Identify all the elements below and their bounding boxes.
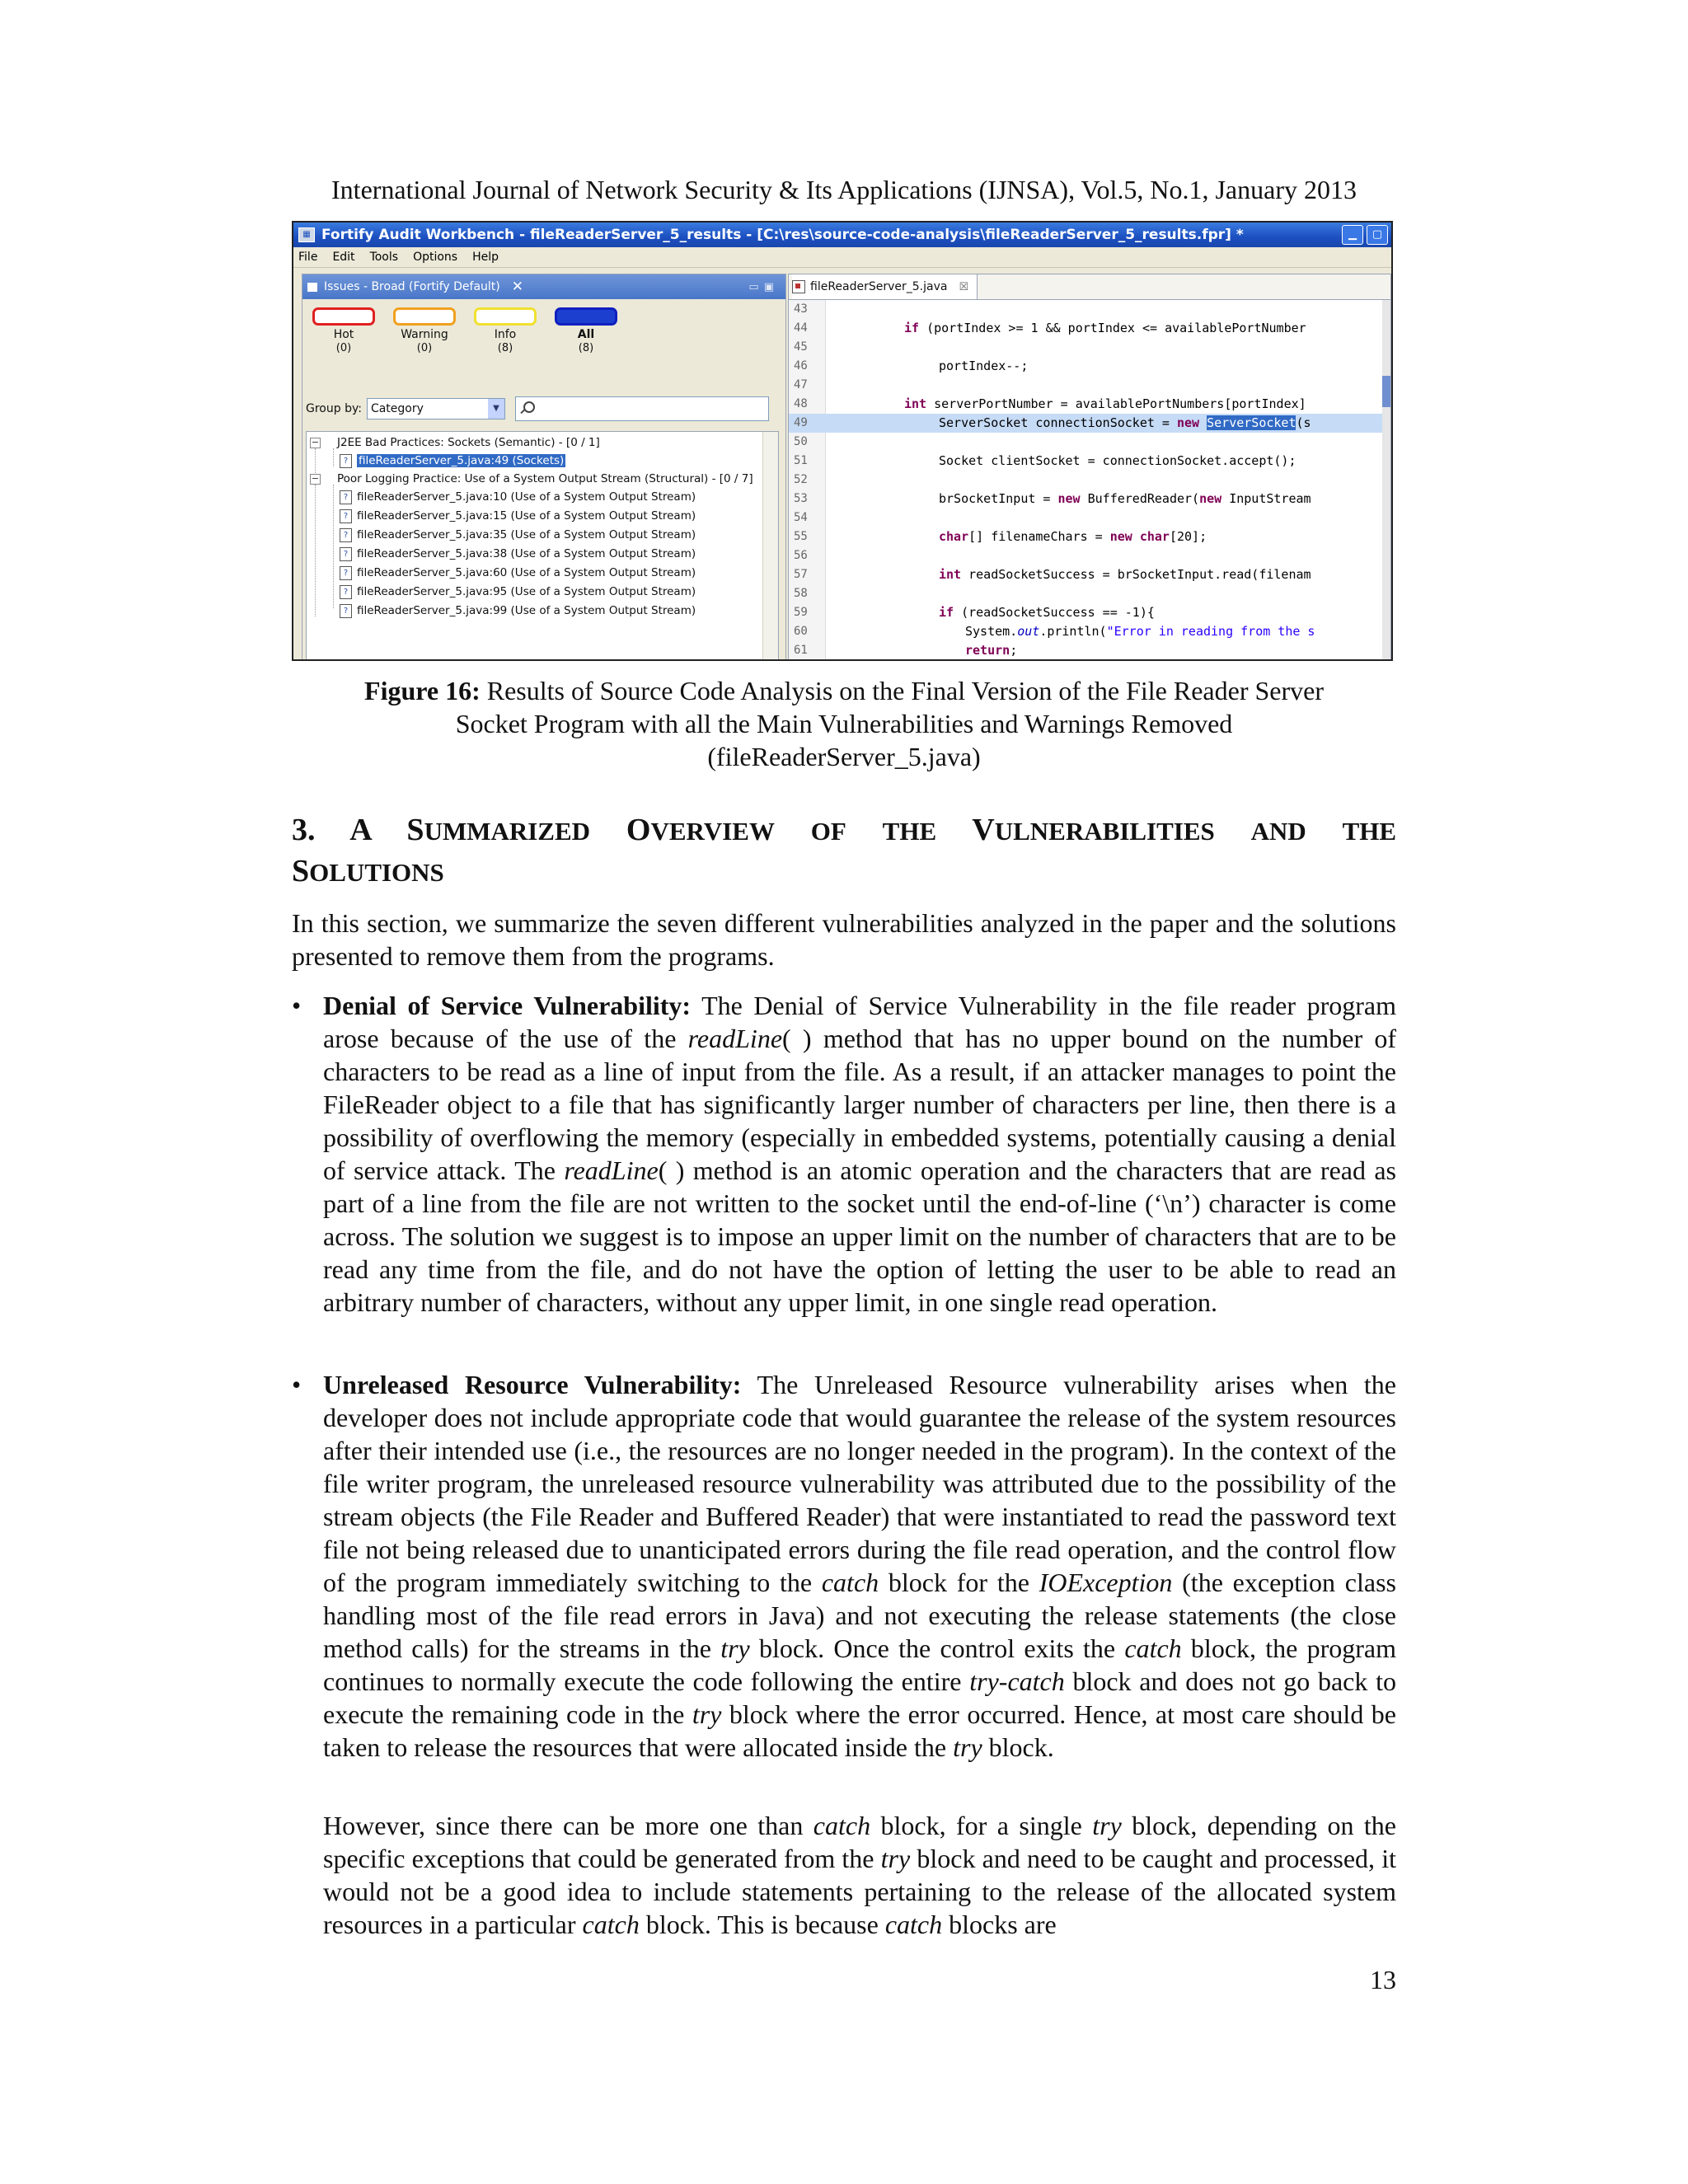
bullet-denial-of-service: • Denial of Service Vulnerability: The Denial of Service Vulnerability in the file reader program arose because of the use of the readLine( ) method that has no upper bound on the number of characters to be read as a line of input from the file. As a result, if an attacker manages to point the FileReader object to a file that has significantly larger number of characters per line, then there is a possibility of overflowing the memory (especially in embedded systems, potentially causing a denial of service attack. The readLine( ) method is an atomic operation and the characters that are read as part of a line from the file are not written to the socket until the end-of-line (‘\n’) character is come across. The solution we suggest is to impose an upper limit on the number of characters that are to be read any time from the file, and do not have the option of letting the user to be able to read an arbitrary number of characters, without any upper limit, in one single read operation.	[292, 991, 1397, 1317]
line-number: 51	[794, 454, 808, 467]
window-title: Fortify Audit Workbench - fileReaderServer_5_results - [C:\res\source-code-analysis\fileReaderServer_5_results.fpr] *	[321, 227, 1244, 243]
file-issue-icon: ?	[340, 604, 352, 618]
line-number: 47	[794, 378, 808, 391]
line-number: 60	[794, 625, 808, 638]
close-icon[interactable]: ✕	[511, 279, 523, 295]
tree-item[interactable]: ? fileReaderServer_5.java:38 (Use of a System Output Stream)	[340, 545, 696, 563]
figure-caption: Figure 16: Results of Source Code Analysis on the Final Version of the File Reader Server Socket Program with all the Main Vulnerabilities and Warnings Removed (fileReaderServer_5.java)	[364, 676, 1324, 771]
tree-category-sockets[interactable]: − J2EE Bad Practices: Sockets (Semantic) - [0 / 1]	[311, 436, 600, 449]
menu-bar	[293, 247, 1391, 268]
issues-tab-label: Issues - Broad (Fortify Default)	[324, 280, 500, 293]
filter-info[interactable]: Info (8)	[474, 307, 537, 354]
tree-category-logging[interactable]: − Poor Logging Practice: Use of a System Output Stream (Structural) - [0 / 7]	[311, 472, 753, 485]
line-number: 44	[794, 321, 808, 335]
figure-label: Figure 16:	[364, 676, 481, 705]
page-number: 13	[1370, 1965, 1396, 1994]
line-number: 61	[794, 644, 808, 657]
tree-item[interactable]: ? fileReaderServer_5.java:60 (Use of a System Output Stream)	[340, 564, 696, 582]
tree-item[interactable]: ? fileReaderServer_5.java:35 (Use of a System Output Stream)	[340, 526, 696, 544]
line-number: 58	[794, 587, 808, 600]
line-number: 53	[794, 492, 808, 505]
code-line: if (readSocketSuccess == -1){	[939, 605, 1155, 620]
bullet-marker: •	[292, 1370, 302, 1399]
issues-tab-icon	[307, 283, 317, 292]
code-line-highlighted: ServerSocket connectionSocket = new ServerSocket(s	[939, 415, 1311, 430]
section-heading: 3. A SUMMARIZED OVERVIEW OF THE VULNERABILITIES AND THE	[292, 813, 1397, 847]
line-number: 52	[794, 473, 808, 486]
fortify-screenshot	[292, 221, 1393, 661]
line-number: 48	[794, 397, 808, 410]
file-issue-icon: ?	[340, 547, 352, 561]
file-issue-icon: ?	[340, 509, 352, 523]
maximize-button[interactable]: ▢	[1367, 225, 1388, 245]
app-icon: ▦	[298, 227, 315, 242]
window-titlebar	[293, 223, 1391, 247]
tree-item[interactable]: ? fileReaderServer_5.java:15 (Use of a System Output Stream)	[340, 507, 696, 525]
line-number: 49	[794, 416, 808, 429]
section-heading-cont: SOLUTIONS	[292, 854, 444, 888]
menu-tools[interactable]: Tools	[369, 251, 399, 264]
code-line: int readSocketSuccess = brSocketInput.read(filenam	[939, 567, 1311, 582]
close-icon[interactable]: ☒	[959, 280, 969, 293]
code-line: portIndex--;	[939, 359, 1029, 373]
file-issue-icon: ?	[340, 528, 352, 542]
filter-hot[interactable]: Hot (0)	[312, 307, 375, 354]
line-number: 46	[794, 359, 808, 373]
severity-filters	[312, 307, 617, 354]
intro-paragraph: In this section, we summarize the seven different vulnerabilities analyzed in the paper and the solutions presented to remove them from the programs.	[292, 908, 1396, 971]
code-line: System.out.println("Error in reading from the s	[965, 624, 1315, 639]
search-icon	[519, 401, 534, 416]
chevron-down-icon: ▼	[488, 399, 504, 419]
code-editor[interactable]	[789, 300, 1390, 661]
code-line: if (portIndex >= 1 && portIndex <= availablePortNumber	[904, 321, 1306, 335]
code-line: char[] filenameChars = new char[20];	[939, 529, 1207, 544]
file-issue-icon: ?	[340, 454, 352, 468]
issues-panel	[302, 274, 786, 661]
bullet-marker: •	[292, 991, 302, 1020]
collapse-icon[interactable]: −	[311, 436, 320, 448]
issues-tree	[306, 431, 779, 661]
line-number: 55	[794, 530, 808, 543]
tree-item[interactable]: ? fileReaderServer_5.java:49 (Sockets)	[340, 452, 565, 470]
file-issue-icon: ?	[340, 585, 352, 599]
continuation-paragraph: However, since there can be more one than catch block, for a single try block, depending on the specific exceptions that could be generated from the try block and need to be caught and processed, it would not be a good idea to include statements pertaining to the release of the allocated system resources in a particular catch block. This is because catch blocks are	[323, 1811, 1397, 1939]
scrollbar-thumb[interactable]	[1382, 376, 1390, 407]
editor-scrollbar[interactable]	[1382, 300, 1390, 661]
minimize-button[interactable]: ▁	[1342, 225, 1363, 245]
code-line: int serverPortNumber = availablePortNumbers[portIndex]	[904, 396, 1306, 411]
tree-item[interactable]: ? fileReaderServer_5.java:10 (Use of a System Output Stream)	[340, 488, 696, 506]
group-by-row	[306, 396, 769, 421]
line-number: 56	[794, 549, 808, 562]
file-issue-icon: ?	[340, 566, 352, 580]
line-number: 57	[794, 568, 808, 581]
running-header: International Journal of Network Security & Its Applications (IJNSA), Vol.5, No.1, January 2013	[331, 175, 1357, 204]
tree-item[interactable]: ? fileReaderServer_5.java:99 (Use of a System Output Stream)	[340, 602, 696, 620]
code-line: Socket clientSocket = connectionSocket.accept();	[939, 453, 1296, 468]
file-issue-icon: ?	[340, 490, 352, 504]
line-number: 45	[794, 340, 808, 354]
group-by-select[interactable]: Category ▼	[367, 398, 505, 419]
line-number: 50	[794, 435, 808, 448]
menu-help[interactable]: Help	[472, 251, 499, 264]
tree-item[interactable]: ? fileReaderServer_5.java:95 (Use of a System Output Stream)	[340, 583, 696, 601]
code-line: brSocketInput = new BufferedReader(new InputStream	[939, 491, 1311, 506]
filter-warning[interactable]: Warning (0)	[393, 307, 456, 354]
menu-options[interactable]: Options	[413, 251, 458, 264]
tab-issues[interactable]	[302, 274, 785, 299]
collapse-icon[interactable]: −	[311, 472, 320, 484]
menu-edit[interactable]: Edit	[332, 251, 355, 264]
code-line: return;	[965, 643, 1018, 658]
tree-scrollbar[interactable]	[762, 432, 778, 661]
line-number: 54	[794, 511, 808, 524]
editor-panel	[788, 274, 1391, 661]
bullet-unreleased-resource: • Unreleased Resource Vulnerability: The Unreleased Resource vulnerability arises when the developer does not include appropriate code that would guarantee the release of the system resources after their intended use (i.e., the resources are no longer needed in the program). In the context of the file writer program, the unreleased resource vulnerability was attributed due to the possibility of the stream objects (the File Reader and Buffered Reader) that were instantiated to read the password text file not being released due to unanticipated errors during the file read operation, and the control flow of the program immediately switching to the catch block for the IOException (the exception class handling most of the file read errors in Java) and not executing the release statements (the close method calls) for the streams in the try block. Once the control exits the catch block, the program continues to normally execute the code following the entire try-catch block and does not go back to execute the remaining code in the try block where the error occurred. Hence, at most care should be taken to release the resources that were allocated inside the try block.	[292, 1370, 1397, 1762]
filter-all[interactable]: All (8)	[555, 307, 617, 354]
menu-file[interactable]: File	[298, 251, 318, 264]
line-number: 43	[794, 302, 808, 316]
minimize-maximize-icons[interactable]: ▭▣	[748, 280, 779, 293]
tab-editor-file[interactable]: fileReaderServer_5.java ☒	[792, 274, 978, 299]
search-input[interactable]	[515, 396, 769, 421]
group-by-label: Group by:	[306, 402, 362, 415]
java-file-icon	[792, 280, 805, 293]
line-number: 59	[794, 606, 808, 619]
